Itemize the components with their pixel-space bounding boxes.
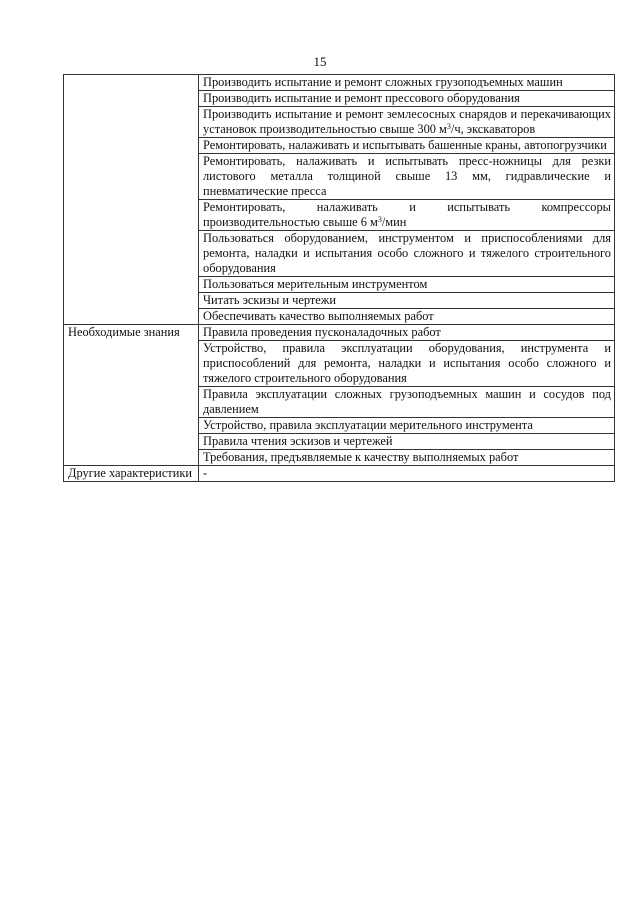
knowledge-label-cell: Необходимые знания: [64, 325, 199, 466]
skill-item-tail: /ч, экскаваторов: [450, 122, 536, 136]
table-row: [64, 75, 615, 91]
other-value: -: [199, 466, 615, 482]
skill-item: Пользоваться мерительным инструментом: [199, 277, 615, 293]
skill-item: Ремонтировать, налаживать и испытывать башенные краны, автопогрузчики: [199, 138, 615, 154]
knowledge-item: Устройство, правила эксплуатации мерительного инструмента: [199, 418, 615, 434]
skill-item: Производить испытание и ремонт прессового оборудования: [199, 91, 615, 107]
skills-label-cell: [64, 75, 199, 325]
skill-item-tail: /мин: [381, 215, 407, 229]
skill-item-text: Ремонтировать, налаживать и испытывать компрессоры производительностью свыше 6 м: [203, 200, 611, 229]
table-row: [64, 325, 615, 341]
page-number: 15: [313, 54, 327, 69]
knowledge-item: Требования, предъявляемые к качеству выполняемых работ: [199, 450, 615, 466]
knowledge-item: Устройство, правила эксплуатации оборудования, инструмента и приспособлений для ремонта, наладки и испытания особо сложного и тяжелого строительного оборудования: [199, 341, 615, 387]
skill-item: [199, 107, 615, 138]
superscript: 3: [377, 215, 382, 224]
skill-item: Пользоваться оборудованием, инструментом и приспособлениями для ремонта, наладки и испытания особо сложного и тяжелого строительного оборудования: [199, 231, 615, 277]
requirements-table: [63, 74, 615, 482]
knowledge-item: Правила проведения пусконаладочных работ: [199, 325, 615, 341]
skill-item-text: Производить испытание и ремонт землесосных снарядов и перекачивающих установок производительностью свыше 300 м: [203, 107, 611, 136]
other-label-cell: Другие характеристики: [64, 466, 199, 482]
skill-item: Читать эскизы и чертежи: [199, 293, 615, 309]
knowledge-item: Правила эксплуатации сложных грузоподъемных машин и сосудов под давлением: [199, 387, 615, 418]
skill-item: Обеспечивать качество выполняемых работ: [199, 309, 615, 325]
skill-item: [199, 200, 615, 231]
table-row: [64, 466, 615, 482]
superscript: 3: [446, 122, 451, 131]
skill-item: Ремонтировать, налаживать и испытывать пресс-ножницы для резки листового металла толщиной свыше 13 мм, гидравлические и пневматические пресса: [199, 154, 615, 200]
knowledge-item: Правила чтения эскизов и чертежей: [199, 434, 615, 450]
skill-item: Производить испытание и ремонт сложных грузоподъемных машин: [199, 75, 615, 91]
